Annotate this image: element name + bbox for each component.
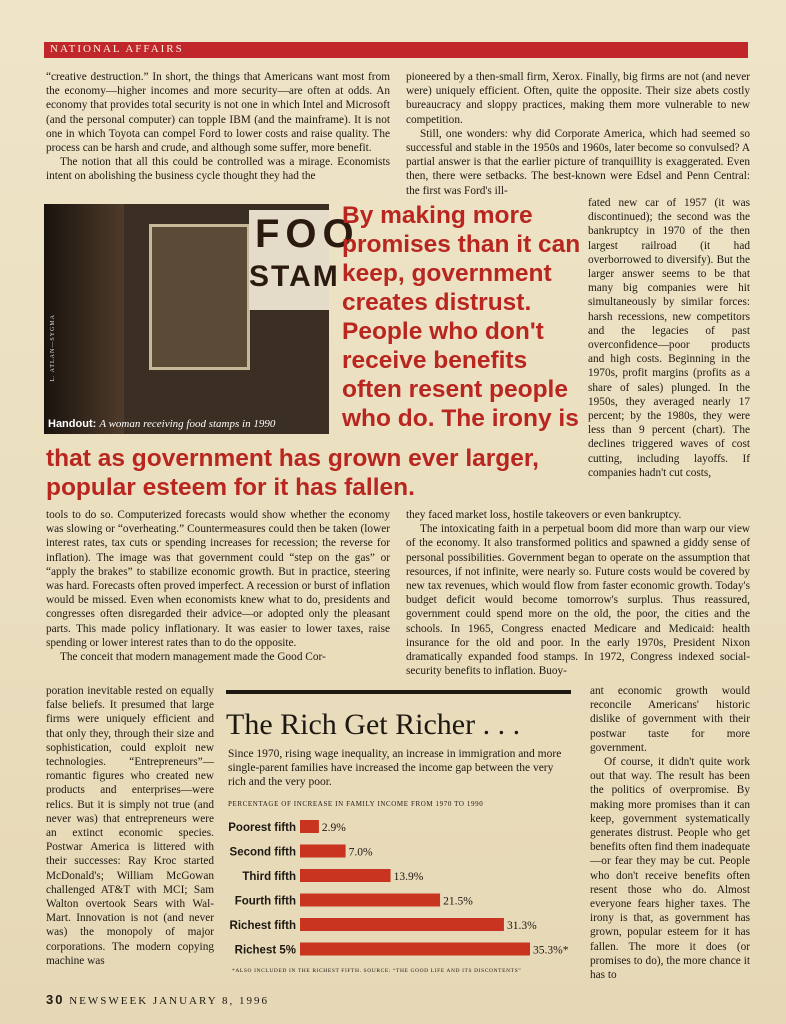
category-label: Poorest fifth [228, 822, 296, 834]
data-label: 31.3% [506, 920, 537, 932]
article-column-right-narrow-bottom [590, 684, 750, 982]
chart-title: The Rich Get Richer . . . [226, 708, 521, 741]
page-footer [46, 992, 269, 1007]
category-label: Richest 5% [234, 944, 296, 957]
data-label: 13.9% [393, 871, 424, 883]
chart-footnote: *ALSO INCLUDED IN THE RICHEST FIFTH. SOURCE: “THE GOOD LIFE AND ITS DISCONTENTS” [232, 968, 522, 974]
paragraph: “creative destruction.” In short, the things that Americans want most from the economy—higher incomes and more security—are often at odds. An economy that provides total security is not one in which Intel and Microsoft (and the personal computer) can topple IBM (and the mainframe). It is not one in which Toyota can compel Ford to lower costs and raise quality. The process can be harsh and crude, and although some suffer, more benefit. [46, 71, 390, 155]
bar [300, 943, 530, 956]
paragraph: pioneered by a then-small firm, Xerox. Finally, big firms are not (and never were) uniquely efficient. Often, quite the opposite. Their size abets costly bureaucracy and sloppy practices, making them more vulnerable to new competition. [406, 71, 750, 126]
chart-subtitle: Since 1970, rising wage inequality, an increase in immigration and more single-parent families have increased the income gap between the very rich and the very poor. [228, 748, 562, 788]
article-column-right-narrow [588, 196, 750, 510]
data-label: 2.9% [321, 822, 346, 834]
paragraph: tools to do so. Computerized forecasts would show whether the economy was slowing or “overheating.” Countermeasures could then be taken (lower interest rates, tax cuts or spending increases for recession; the reverse for inflation). The image was that government could “step on the gas” or “apply the brakes” to stabilize economic growth. But in practice, steering was hard. Forecasts often proved imperfect. A recession or burst of inflation would be missed. Even when economists knew what to do, presidents and congresses often disregarded their advice—or adopted only the pleasant parts. This made policy inflationary. It was easier to lower taxes, raise spending or lower interest rates than to do the opposite. [46, 509, 390, 649]
income-bar-chart [224, 814, 574, 964]
category-label: Third fifth [242, 871, 296, 883]
data-label: 21.5% [443, 895, 473, 908]
section-title: NATIONAL AFFAIRS [50, 43, 184, 55]
paragraph: poration inevitable rested on equally false beliefs. It presumed that large firms were uniquely efficient and that only they, through their size and sophistication, could exploit new technologies. “Entrepreneurs”—romantic figures who created new products and enterprises—were relics. But it is simply not true (and never was) that entrepreneurs were an extinct economic species. Postwar America is littered with their successes: Ray Kroc started McDonald's; William McGowan challenged AT&T with MCI; Sam Walton overtook Sears with Wal-Mart. Innovation is not (and never was) the monopoly of major corporations. The modern copying machine was [46, 685, 214, 967]
chart-axis-label: PERCENTAGE OF INCREASE IN FAMILY INCOME FROM 1970 TO 1990 [228, 800, 484, 808]
data-label: 35.3%* [533, 944, 569, 957]
article-column-right-mid [406, 508, 750, 684]
category-label: Fourth fifth [234, 895, 296, 908]
article-column-left-top [46, 70, 390, 198]
issue-date: JANUARY 8, 1996 [152, 995, 269, 1007]
photo-caption [48, 418, 275, 430]
caption-text: A woman receiving food stamps in 1990 [99, 418, 276, 430]
paragraph: Still, one wonders: why did Corporate America, which had seemed so successful and stable in the 1950s and 1960s, later become so convulsed? A partial answer is that the earlier picture of tranquillity is exaggerated. Even then, there were setbacks. The best-known were Edsel and Penn Central: the first was Ford's ill- [406, 127, 750, 197]
paragraph: they faced market loss, hostile takeovers or even bankruptcy. [406, 509, 682, 521]
bar [300, 918, 504, 931]
article-column-right-top [406, 70, 750, 198]
paragraph: Of course, it didn't quite work out that way. The result has been the politics of overpromise. By making more promises than it can keep, government systematically generates distrust. People who get benefits often find them inadequate—or fear they may be cut. People who don't receive benefits often resent those who do. Almost everyone fears higher taxes. The irony is that, as government has grown, popular esteem for it has fallen. The more it does (or promises to do), the more chance it has to [590, 756, 750, 982]
caption-label: Handout: [48, 418, 97, 430]
bar [300, 869, 391, 882]
category-label: Second fifth [229, 846, 296, 859]
article-column-left-narrow [46, 684, 214, 982]
paragraph: ant economic growth would reconcile Americans' historic dislike of government with their postwar taste for more government. [590, 685, 750, 754]
paragraph: The intoxicating faith in a perpetual boom did more than warp our view of the economy. It also transformed politics and spawned a giddy sense of personal possibilities. Government began to operate on the assumption that resources, if not infinite, were nearly so. Future costs would be covered by new tax revenues, which would flow from faster economic growth. Today's budget deficit would become tomorrow's surplus. Thus reassured, government could spend more on the old, the poor, the cities and the schools. In 1965, Congress enacted Medicare and Medicaid: health insurance for the old and poor. In the early 1970s, President Nixon dramatically expanded food stamps. In 1972, Congress indexed social-security benefits to inflation. Buoy- [406, 523, 750, 678]
photo-sign [249, 210, 360, 310]
category-label: Richest fifth [229, 920, 296, 932]
photo-sign-bottom-text: STAM [249, 260, 340, 293]
paragraph: The conceit that modern management made the Good Cor- [60, 651, 326, 664]
chart-top-rule [226, 690, 571, 694]
data-label: 7.0% [348, 846, 373, 859]
photo-person [44, 204, 124, 434]
pull-quote-continued: that as government has grown ever larger, popular esteem for it has fallen. [46, 445, 539, 501]
page-number: 30 [46, 992, 65, 1007]
photo-credit: L. ATLAN—SYGMA [50, 314, 56, 382]
pull-quote: By making more promises than it can keep, government creates distrust. People who don't receive benefits often resent people who do. The irony is [342, 202, 581, 432]
food-stamps-photo [44, 204, 360, 434]
photo-sign-top-text: FOO [255, 212, 360, 256]
bar [300, 894, 440, 907]
paragraph: The notion that all this could be controlled was a mirage. Economists intent on abolishing the business cycle thought they had the [46, 156, 390, 183]
bar [300, 820, 319, 833]
photo-window [149, 224, 250, 370]
bar [300, 845, 346, 858]
section-header [44, 42, 748, 58]
article-column-left-mid [46, 508, 390, 684]
publication-name: NEWSWEEK [69, 995, 149, 1007]
paragraph: fated new car of 1957 (it was discontinued); the second was the bankruptcy in 1970 of the then largest railroad (it had overborrowed to diversify). But the larger answer seems to be that many big companies were hit simultaneously by similar forces: harsh recessions, new competitors and the legacies of past overconfidence—poor products and high costs. Beginning in the 1970s, profit margins (profits as a share of sales) plunged. In the 1950s, they averaged nearly 17 percent; by the 1980s, they were less than 9 percent (chart). The declines triggered waves of cost cutting, including layoffs. If companies hadn't cut costs, [588, 197, 750, 479]
